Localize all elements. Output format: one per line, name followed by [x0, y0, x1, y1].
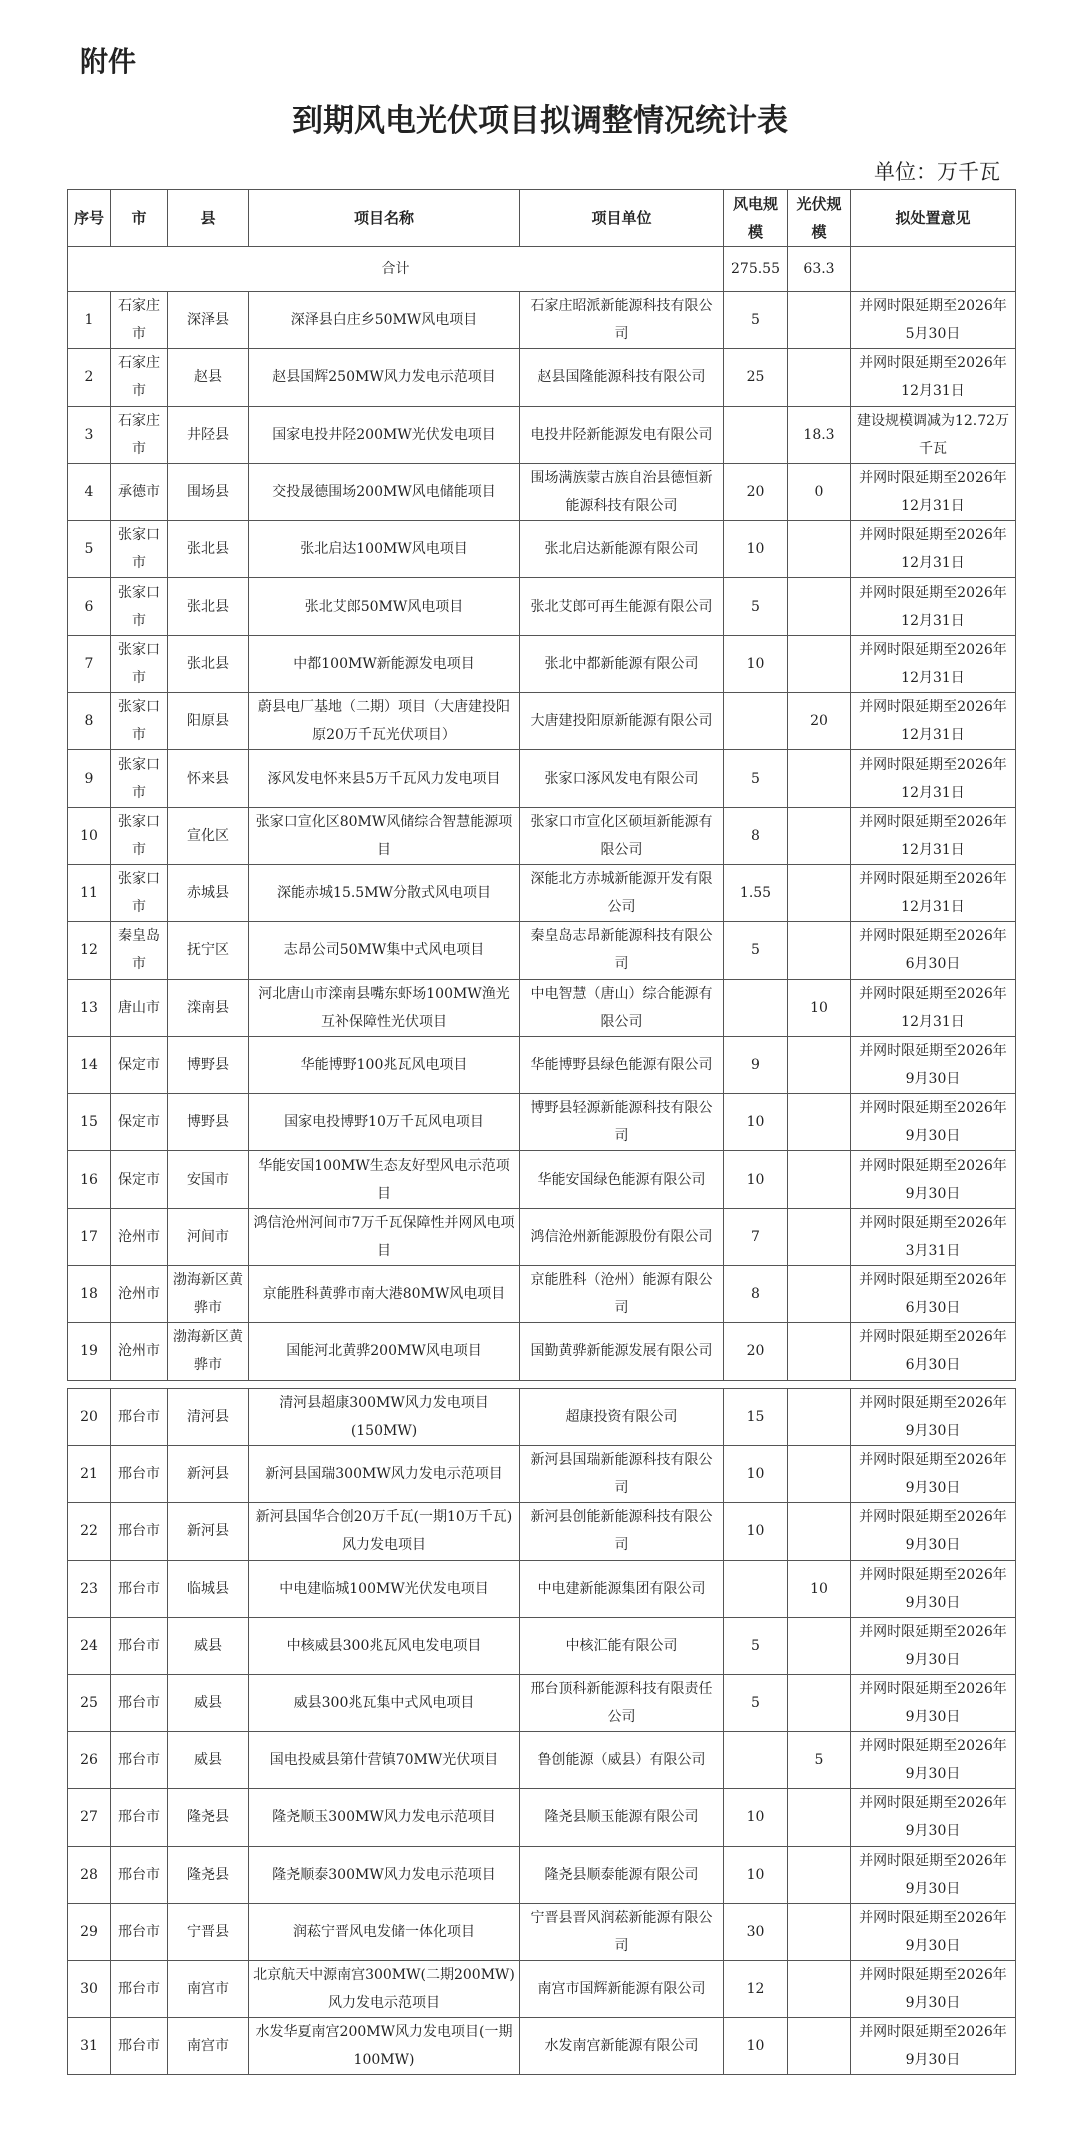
- cell-city: 邢台市: [111, 2018, 168, 2075]
- cell-wind-scale: 5: [724, 578, 788, 635]
- cell-city: 邢台市: [111, 1674, 168, 1731]
- cell-disposal-opinion: 并网时限延期至2026年9月30日: [851, 1094, 1016, 1151]
- cell-wind-scale: 10: [724, 2018, 788, 2075]
- header-pv-scale: 光伏规模: [788, 190, 851, 247]
- cell-wind-scale: [724, 1732, 788, 1789]
- cell-disposal-opinion: 并网时限延期至2026年9月30日: [851, 1560, 1016, 1617]
- cell-city: 邢台市: [111, 1446, 168, 1503]
- cell-county: 隆尧县: [168, 1789, 249, 1846]
- cell-disposal-opinion: 建设规模调减为12.72万千瓦: [851, 406, 1016, 463]
- cell-wind-scale: 8: [724, 807, 788, 864]
- cell-disposal-opinion: 并网时限延期至2026年12月31日: [851, 349, 1016, 406]
- cell-city: 邢台市: [111, 1389, 168, 1446]
- table-row: [68, 463, 1016, 520]
- cell-project-unit: 中电建新能源集团有限公司: [520, 1560, 724, 1617]
- cell-index: 1: [68, 292, 111, 349]
- cell-project-name: 隆尧顺玉300MW风力发电示范项目: [249, 1789, 520, 1846]
- cell-disposal-opinion: 并网时限延期至2026年6月30日: [851, 1323, 1016, 1380]
- cell-project-name: 中电建临城100MW光伏发电项目: [249, 1560, 520, 1617]
- cell-project-name: 赵县国辉250MW风力发电示范项目: [249, 349, 520, 406]
- cell-wind-scale: [724, 1560, 788, 1617]
- unit-label: 单位：万千瓦: [874, 160, 1000, 184]
- cell-project-name: 中都100MW新能源发电项目: [249, 635, 520, 692]
- cell-pv-scale: [788, 1674, 851, 1731]
- cell-project-name: 新河县国华合创20万千瓦(一期10万千瓦)风力发电项目: [249, 1503, 520, 1560]
- cell-project-name: 张北启达100MW风电项目: [249, 521, 520, 578]
- cell-county: 滦南县: [168, 979, 249, 1036]
- cell-project-name: 新河县国瑞300MW风力发电示范项目: [249, 1446, 520, 1503]
- cell-county: 赵县: [168, 349, 249, 406]
- cell-disposal-opinion: 并网时限延期至2026年9月30日: [851, 1903, 1016, 1960]
- cell-city: 邢台市: [111, 1903, 168, 1960]
- cell-county: 赤城县: [168, 864, 249, 921]
- total-row: [68, 247, 1016, 292]
- table-row: [68, 1036, 1016, 1093]
- table-row: [68, 1846, 1016, 1903]
- cell-county: 威县: [168, 1617, 249, 1674]
- cell-project-name: 国家电投博野10万千瓦风电项目: [249, 1094, 520, 1151]
- cell-index: 8: [68, 693, 111, 750]
- cell-pv-scale: [788, 1323, 851, 1380]
- cell-index: 12: [68, 922, 111, 979]
- cell-pv-scale: [788, 922, 851, 979]
- cell-wind-scale: 12: [724, 1960, 788, 2017]
- cell-project-name: 深能赤城15.5MW分散式风电项目: [249, 864, 520, 921]
- cell-pv-scale: 10: [788, 979, 851, 1036]
- cell-wind-scale: 7: [724, 1208, 788, 1265]
- cell-project-name: 蔚县电厂基地（二期）项目（大唐建投阳原20万千瓦光伏项目）: [249, 693, 520, 750]
- cell-wind-scale: 10: [724, 521, 788, 578]
- total-label: 合计: [68, 247, 724, 292]
- cell-project-name: 张家口宣化区80MW风储综合智慧能源项目: [249, 807, 520, 864]
- cell-city: 保定市: [111, 1094, 168, 1151]
- cell-project-name: 华能安国100MW生态友好型风电示范项目: [249, 1151, 520, 1208]
- cell-project-name: 隆尧顺泰300MW风力发电示范项目: [249, 1846, 520, 1903]
- cell-disposal-opinion: 并网时限延期至2026年12月31日: [851, 807, 1016, 864]
- cell-index: 6: [68, 578, 111, 635]
- cell-pv-scale: [788, 750, 851, 807]
- cell-county: 围场县: [168, 463, 249, 520]
- cell-project-name: 北京航天中源南宫300MW(二期200MW)风力发电示范项目: [249, 1960, 520, 2017]
- cell-project-unit: 张家口涿风发电有限公司: [520, 750, 724, 807]
- table-row: [68, 1903, 1016, 1960]
- cell-index: 13: [68, 979, 111, 1036]
- cell-disposal-opinion: 并网时限延期至2026年9月30日: [851, 1732, 1016, 1789]
- cell-pv-scale: [788, 864, 851, 921]
- cell-index: 19: [68, 1323, 111, 1380]
- cell-county: 井陉县: [168, 406, 249, 463]
- cell-county: 博野县: [168, 1036, 249, 1093]
- cell-project-unit: 电投井陉新能源发电有限公司: [520, 406, 724, 463]
- table-row: [68, 693, 1016, 750]
- cell-project-unit: 隆尧县顺泰能源有限公司: [520, 1846, 724, 1903]
- table-header-row: [68, 190, 1016, 247]
- cell-pv-scale: [788, 1208, 851, 1265]
- cell-county: 临城县: [168, 1560, 249, 1617]
- cell-pv-scale: [788, 521, 851, 578]
- cell-project-name: 润菘宁晋风电发储一体化项目: [249, 1903, 520, 1960]
- cell-project-unit: 张家口市宣化区硕垣新能源有限公司: [520, 807, 724, 864]
- cell-index: 22: [68, 1503, 111, 1560]
- cell-project-unit: 水发南宫新能源有限公司: [520, 2018, 724, 2075]
- cell-disposal-opinion: 并网时限延期至2026年9月30日: [851, 1503, 1016, 1560]
- header-project-name: 项目名称: [249, 190, 520, 247]
- cell-city: 张家口市: [111, 864, 168, 921]
- cell-county: 渤海新区黄骅市: [168, 1323, 249, 1380]
- cell-city: 石家庄市: [111, 406, 168, 463]
- cell-project-name: 张北艾郎50MW风电项目: [249, 578, 520, 635]
- table-row: [68, 807, 1016, 864]
- table-row: [68, 1560, 1016, 1617]
- cell-city: 石家庄市: [111, 349, 168, 406]
- cell-pv-scale: [788, 1389, 851, 1446]
- table-row: [68, 1208, 1016, 1265]
- cell-index: 20: [68, 1389, 111, 1446]
- cell-index: 14: [68, 1036, 111, 1093]
- cell-wind-scale: 10: [724, 1503, 788, 1560]
- cell-county: 阳原县: [168, 693, 249, 750]
- cell-pv-scale: [788, 1617, 851, 1674]
- total-opinion: [851, 247, 1016, 292]
- cell-index: 2: [68, 349, 111, 406]
- cell-project-unit: 鸿信沧州新能源股份有限公司: [520, 1208, 724, 1265]
- table-row: [68, 1789, 1016, 1846]
- cell-pv-scale: [788, 635, 851, 692]
- cell-pv-scale: [788, 349, 851, 406]
- cell-project-unit: 隆尧县顺玉能源有限公司: [520, 1789, 724, 1846]
- cell-wind-scale: 10: [724, 1151, 788, 1208]
- cell-disposal-opinion: 并网时限延期至2026年6月30日: [851, 922, 1016, 979]
- cell-wind-scale: [724, 693, 788, 750]
- cell-county: 威县: [168, 1732, 249, 1789]
- header-county: 县: [168, 190, 249, 247]
- cell-county: 张北县: [168, 578, 249, 635]
- cell-project-unit: 邢台顶科新能源科技有限责任公司: [520, 1674, 724, 1731]
- cell-wind-scale: 1.55: [724, 864, 788, 921]
- table-row: [68, 406, 1016, 463]
- cell-city: 唐山市: [111, 979, 168, 1036]
- cell-city: 沧州市: [111, 1323, 168, 1380]
- cell-city: 张家口市: [111, 693, 168, 750]
- cell-county: 新河县: [168, 1446, 249, 1503]
- cell-pv-scale: [788, 1960, 851, 2017]
- cell-city: 沧州市: [111, 1208, 168, 1265]
- cell-index: 31: [68, 2018, 111, 2075]
- cell-county: 深泽县: [168, 292, 249, 349]
- cell-county: 清河县: [168, 1389, 249, 1446]
- cell-project-unit: 张北启达新能源有限公司: [520, 521, 724, 578]
- cell-city: 沧州市: [111, 1266, 168, 1323]
- cell-county: 抚宁区: [168, 922, 249, 979]
- cell-pv-scale: 5: [788, 1732, 851, 1789]
- table-row: [68, 750, 1016, 807]
- cell-project-name: 涿风发电怀来县5万千瓦风力发电项目: [249, 750, 520, 807]
- cell-city: 张家口市: [111, 521, 168, 578]
- cell-wind-scale: 20: [724, 463, 788, 520]
- cell-index: 16: [68, 1151, 111, 1208]
- cell-project-name: 威县300兆瓦集中式风电项目: [249, 1674, 520, 1731]
- cell-county: 张北县: [168, 521, 249, 578]
- cell-disposal-opinion: 并网时限延期至2026年9月30日: [851, 1389, 1016, 1446]
- cell-city: 张家口市: [111, 578, 168, 635]
- cell-project-unit: 国勤黄骅新能源发展有限公司: [520, 1323, 724, 1380]
- table-row: [68, 864, 1016, 921]
- cell-disposal-opinion: 并网时限延期至2026年12月31日: [851, 578, 1016, 635]
- cell-index: 11: [68, 864, 111, 921]
- cell-project-unit: 华能博野县绿色能源有限公司: [520, 1036, 724, 1093]
- cell-county: 河间市: [168, 1208, 249, 1265]
- cell-city: 邢台市: [111, 1503, 168, 1560]
- cell-disposal-opinion: 并网时限延期至2026年12月31日: [851, 979, 1016, 1036]
- header-city: 市: [111, 190, 168, 247]
- cell-disposal-opinion: 并网时限延期至2026年9月30日: [851, 1446, 1016, 1503]
- cell-wind-scale: 8: [724, 1266, 788, 1323]
- header-index: 序号: [68, 190, 111, 247]
- cell-pv-scale: [788, 1789, 851, 1846]
- cell-wind-scale: 10: [724, 1446, 788, 1503]
- cell-city: 张家口市: [111, 635, 168, 692]
- cell-project-unit: 京能胜科（沧州）能源有限公司: [520, 1266, 724, 1323]
- cell-city: 石家庄市: [111, 292, 168, 349]
- cell-project-unit: 秦皇岛志昂新能源科技有限公司: [520, 922, 724, 979]
- table-row: [68, 635, 1016, 692]
- table-row: [68, 979, 1016, 1036]
- cell-project-unit: 大唐建投阳原新能源有限公司: [520, 693, 724, 750]
- total-pv: 63.3: [788, 247, 851, 292]
- cell-wind-scale: 10: [724, 1094, 788, 1151]
- cell-disposal-opinion: 并网时限延期至2026年9月30日: [851, 1036, 1016, 1093]
- cell-project-unit: 中核汇能有限公司: [520, 1617, 724, 1674]
- cell-pv-scale: [788, 2018, 851, 2075]
- cell-project-name: 国电投威县第什营镇70MW光伏项目: [249, 1732, 520, 1789]
- cell-disposal-opinion: 并网时限延期至2026年9月30日: [851, 1846, 1016, 1903]
- cell-county: 张北县: [168, 635, 249, 692]
- table-row: [68, 2018, 1016, 2075]
- table-row: [68, 1960, 1016, 2017]
- table-row: [68, 521, 1016, 578]
- cell-project-unit: 深能北方赤城新能源开发有限公司: [520, 864, 724, 921]
- table-row: [68, 922, 1016, 979]
- cell-wind-scale: 10: [724, 635, 788, 692]
- cell-pv-scale: [788, 1446, 851, 1503]
- cell-index: 24: [68, 1617, 111, 1674]
- cell-pv-scale: [788, 1151, 851, 1208]
- cell-wind-scale: 15: [724, 1389, 788, 1446]
- cell-city: 保定市: [111, 1036, 168, 1093]
- cell-project-name: 河北唐山市滦南县嘴东虾场100MW渔光互补保障性光伏项目: [249, 979, 520, 1036]
- cell-city: 张家口市: [111, 807, 168, 864]
- table-row: [68, 1503, 1016, 1560]
- cell-pv-scale: [788, 1266, 851, 1323]
- cell-pv-scale: [788, 292, 851, 349]
- cell-disposal-opinion: 并网时限延期至2026年3月31日: [851, 1208, 1016, 1265]
- cell-pv-scale: [788, 1903, 851, 1960]
- cell-project-unit: 超康投资有限公司: [520, 1389, 724, 1446]
- cell-wind-scale: 25: [724, 349, 788, 406]
- cell-index: 3: [68, 406, 111, 463]
- cell-wind-scale: 10: [724, 1789, 788, 1846]
- cell-wind-scale: 5: [724, 922, 788, 979]
- project-table-continued: [67, 1388, 1016, 2075]
- cell-project-unit: 新河县创能新能源科技有限公司: [520, 1503, 724, 1560]
- cell-project-name: 京能胜科黄骅市南大港80MW风电项目: [249, 1266, 520, 1323]
- cell-city: 邢台市: [111, 1732, 168, 1789]
- cell-disposal-opinion: 并网时限延期至2026年12月31日: [851, 864, 1016, 921]
- cell-project-unit: 宁晋县晋风润菘新能源有限公司: [520, 1903, 724, 1960]
- cell-project-unit: 张北艾郎可再生能源有限公司: [520, 578, 724, 635]
- cell-disposal-opinion: 并网时限延期至2026年9月30日: [851, 1674, 1016, 1731]
- table-row: [68, 1617, 1016, 1674]
- cell-index: 18: [68, 1266, 111, 1323]
- cell-county: 怀来县: [168, 750, 249, 807]
- cell-county: 威县: [168, 1674, 249, 1731]
- table-row: [68, 1446, 1016, 1503]
- cell-wind-scale: 30: [724, 1903, 788, 1960]
- cell-city: 邢台市: [111, 1846, 168, 1903]
- table-row: [68, 1266, 1016, 1323]
- cell-pv-scale: 18.3: [788, 406, 851, 463]
- cell-county: 渤海新区黄骅市: [168, 1266, 249, 1323]
- cell-project-name: 鸿信沧州河间市7万千瓦保障性并网风电项目: [249, 1208, 520, 1265]
- table-row: [68, 349, 1016, 406]
- cell-project-name: 清河县超康300MW风力发电项目(150MW): [249, 1389, 520, 1446]
- cell-wind-scale: 9: [724, 1036, 788, 1093]
- cell-index: 5: [68, 521, 111, 578]
- cell-city: 保定市: [111, 1151, 168, 1208]
- table-row: [68, 1323, 1016, 1380]
- cell-disposal-opinion: 并网时限延期至2026年12月31日: [851, 750, 1016, 807]
- cell-disposal-opinion: 并网时限延期至2026年12月31日: [851, 521, 1016, 578]
- cell-index: 7: [68, 635, 111, 692]
- attachment-label: 附件: [80, 45, 137, 78]
- cell-index: 28: [68, 1846, 111, 1903]
- cell-city: 邢台市: [111, 1617, 168, 1674]
- cell-project-unit: 赵县国隆能源科技有限公司: [520, 349, 724, 406]
- cell-county: 隆尧县: [168, 1846, 249, 1903]
- cell-county: 新河县: [168, 1503, 249, 1560]
- cell-city: 秦皇岛市: [111, 922, 168, 979]
- cell-project-unit: 围场满族蒙古族自治县德恒新能源科技有限公司: [520, 463, 724, 520]
- table-row: [68, 292, 1016, 349]
- cell-index: 27: [68, 1789, 111, 1846]
- header-project-unit: 项目单位: [520, 190, 724, 247]
- cell-wind-scale: 5: [724, 1617, 788, 1674]
- cell-project-unit: 新河县国瑞新能源科技有限公司: [520, 1446, 724, 1503]
- cell-county: 宁晋县: [168, 1903, 249, 1960]
- cell-pv-scale: 0: [788, 463, 851, 520]
- cell-county: 南宫市: [168, 1960, 249, 2017]
- cell-project-name: 国能河北黄骅200MW风电项目: [249, 1323, 520, 1380]
- cell-disposal-opinion: 并网时限延期至2026年12月31日: [851, 463, 1016, 520]
- cell-county: 宣化区: [168, 807, 249, 864]
- cell-disposal-opinion: 并网时限延期至2026年9月30日: [851, 1151, 1016, 1208]
- cell-project-unit: 鲁创能源（威县）有限公司: [520, 1732, 724, 1789]
- cell-pv-scale: [788, 1094, 851, 1151]
- table-row: [68, 1151, 1016, 1208]
- cell-pv-scale: 10: [788, 1560, 851, 1617]
- cell-wind-scale: 5: [724, 292, 788, 349]
- cell-project-name: 深泽县白庄乡50MW风电项目: [249, 292, 520, 349]
- cell-index: 9: [68, 750, 111, 807]
- cell-wind-scale: 5: [724, 750, 788, 807]
- table-row: [68, 578, 1016, 635]
- cell-wind-scale: [724, 406, 788, 463]
- cell-city: 邢台市: [111, 1960, 168, 2017]
- cell-index: 17: [68, 1208, 111, 1265]
- cell-project-unit: 南宫市国辉新能源有限公司: [520, 1960, 724, 2017]
- cell-index: 21: [68, 1446, 111, 1503]
- cell-wind-scale: 10: [724, 1846, 788, 1903]
- table-row: [68, 1732, 1016, 1789]
- cell-disposal-opinion: 并网时限延期至2026年12月31日: [851, 635, 1016, 692]
- cell-project-unit: 博野县轻源新能源科技有限公司: [520, 1094, 724, 1151]
- cell-project-unit: 中电智慧（唐山）综合能源有限公司: [520, 979, 724, 1036]
- cell-city: 邢台市: [111, 1560, 168, 1617]
- cell-project-name: 中核威县300兆瓦风电发电项目: [249, 1617, 520, 1674]
- table-row: [68, 1674, 1016, 1731]
- cell-project-unit: 张北中都新能源有限公司: [520, 635, 724, 692]
- table-row: [68, 1389, 1016, 1446]
- cell-county: 南宫市: [168, 2018, 249, 2075]
- cell-index: 23: [68, 1560, 111, 1617]
- cell-index: 25: [68, 1674, 111, 1731]
- cell-wind-scale: 20: [724, 1323, 788, 1380]
- header-wind-scale: 风电规模: [724, 190, 788, 247]
- cell-project-name: 华能博野100兆瓦风电项目: [249, 1036, 520, 1093]
- cell-city: 承德市: [111, 463, 168, 520]
- cell-disposal-opinion: 并网时限延期至2026年5月30日: [851, 292, 1016, 349]
- cell-county: 博野县: [168, 1094, 249, 1151]
- total-wind: 275.55: [724, 247, 788, 292]
- table-row: [68, 1094, 1016, 1151]
- cell-pv-scale: [788, 1036, 851, 1093]
- cell-pv-scale: 20: [788, 693, 851, 750]
- cell-wind-scale: [724, 979, 788, 1036]
- cell-project-unit: 华能安国绿色能源有限公司: [520, 1151, 724, 1208]
- cell-disposal-opinion: 并网时限延期至2026年9月30日: [851, 1789, 1016, 1846]
- cell-county: 安国市: [168, 1151, 249, 1208]
- cell-city: 邢台市: [111, 1789, 168, 1846]
- cell-city: 张家口市: [111, 750, 168, 807]
- cell-project-name: 志昂公司50MW集中式风电项目: [249, 922, 520, 979]
- cell-index: 10: [68, 807, 111, 864]
- cell-index: 4: [68, 463, 111, 520]
- cell-disposal-opinion: 并网时限延期至2026年9月30日: [851, 1960, 1016, 2017]
- project-table: [67, 189, 1016, 1381]
- cell-pv-scale: [788, 1503, 851, 1560]
- cell-index: 26: [68, 1732, 111, 1789]
- cell-index: 29: [68, 1903, 111, 1960]
- cell-index: 15: [68, 1094, 111, 1151]
- cell-project-name: 水发华夏南宫200MW风力发电项目(一期100MW): [249, 2018, 520, 2075]
- header-disposal-opinion: 拟处置意见: [851, 190, 1016, 247]
- cell-project-name: 交投晟德围场200MW风电储能项目: [249, 463, 520, 520]
- cell-disposal-opinion: 并网时限延期至2026年6月30日: [851, 1266, 1016, 1323]
- cell-index: 30: [68, 1960, 111, 2017]
- cell-project-name: 国家电投井陉200MW光伏发电项目: [249, 406, 520, 463]
- cell-pv-scale: [788, 807, 851, 864]
- cell-project-unit: 石家庄昭派新能源科技有限公司: [520, 292, 724, 349]
- cell-disposal-opinion: 并网时限延期至2026年9月30日: [851, 1617, 1016, 1674]
- cell-disposal-opinion: 并网时限延期至2026年9月30日: [851, 2018, 1016, 2075]
- cell-disposal-opinion: 并网时限延期至2026年12月31日: [851, 693, 1016, 750]
- cell-pv-scale: [788, 1846, 851, 1903]
- page-title: 到期风电光伏项目拟调整情况统计表: [292, 103, 788, 139]
- cell-wind-scale: 5: [724, 1674, 788, 1731]
- cell-pv-scale: [788, 578, 851, 635]
